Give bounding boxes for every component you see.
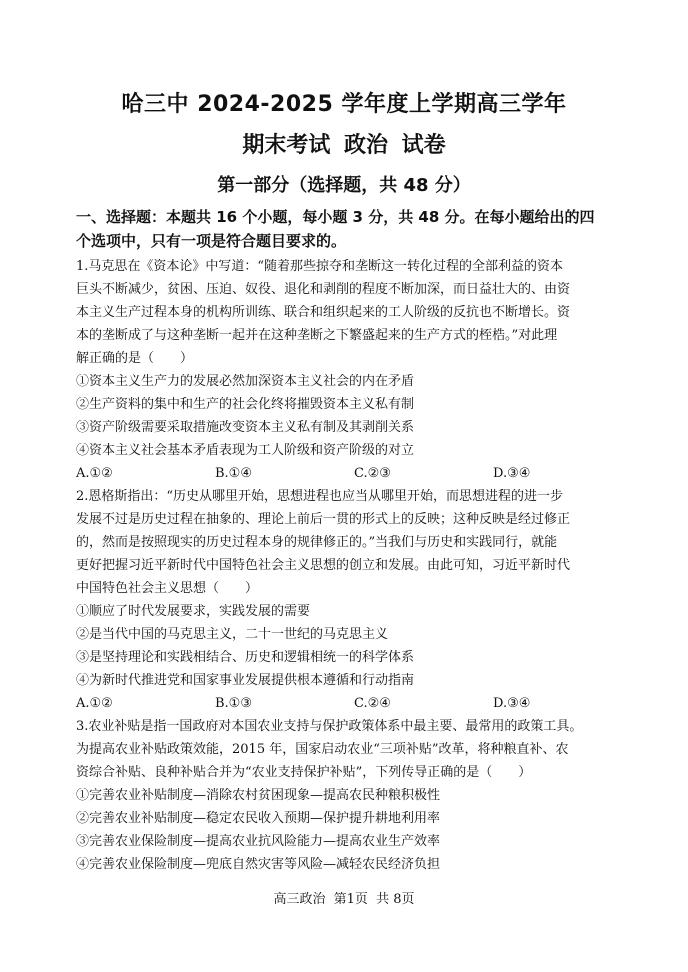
- q1-option-c[interactable]: C.②③: [354, 466, 391, 481]
- instructions-line1: 一、选择题：本题共 16 个小题，每小题 3 分，共 48 分。在每小题给出的四: [76, 208, 595, 226]
- q3-stem-line: 资综合补贴、良种补贴合并为“农业支持保护补贴”，下列传导正确的是（ ）: [76, 765, 532, 780]
- q3-statement: ②完善农业补贴制度—稳定农民收入预期—保护提升耕地利用率: [76, 811, 441, 826]
- footer-total-pages: 共 8页: [376, 892, 415, 907]
- q1-option-b[interactable]: B.①④: [215, 466, 252, 481]
- q2-stem-line: 更好把握习近平新时代中国特色社会主义思想的创立和发展。由此可知，习近平新时代: [76, 558, 571, 573]
- q2-stem-line: 2.恩格斯指出：“历史从哪里开始，思想进程也应当从哪里开始，而思想进程的进一步: [76, 489, 564, 504]
- q2-statement: ②是当代中国的马克思主义，二十一世纪的马克思主义: [76, 627, 389, 642]
- q1-statement: ①资本主义生产力的发展必然加深资本主义社会的内在矛盾: [76, 374, 415, 389]
- q2-stem-line: 的，然而是按照现实的历史过程本身的规律修正的。”当我们与历史和实践同行，就能: [76, 535, 558, 550]
- instructions-line2: 个选项中，只有一项是符合题目要求的。: [76, 232, 347, 250]
- q1-option-d[interactable]: D.③④: [493, 466, 531, 481]
- exam-title-line1: 哈三中 2024-2025 学年度上学期高三学年: [121, 92, 567, 117]
- q2-option-a[interactable]: A.①②: [76, 696, 113, 711]
- q2-statement: ①顺应了时代发展要求，实践发展的需要: [76, 604, 311, 619]
- q1-stem-line: 解正确的是（ ）: [76, 351, 194, 366]
- q2-stem-line: 中国特色社会主义思想（ ）: [76, 581, 259, 596]
- q1-statement: ②生产资料的集中和生产的社会化终将摧毁资本主义私有制: [76, 397, 415, 412]
- footer-subject: 高三政治: [273, 892, 326, 907]
- q2-statement: ④为新时代推进党和国家事业发展提供根本遵循和行动指南: [76, 673, 415, 688]
- q1-statement: ③资产阶级需要采取措施改变资本主义私有制及其剥削关系: [76, 420, 415, 435]
- q2-option-b[interactable]: B.①③: [215, 696, 252, 711]
- q3-stem-line: 为提高农业补贴政策效能，2015 年，国家启动农业“三项补贴”改革，将种粮直补、农: [76, 742, 569, 757]
- q1-stem-line: 本的垄断成了与这种垄断一起并在这种垄断之下繁盛起来的生产方式的桎梏。”对此理: [76, 328, 558, 343]
- exam-title-line2: 期末考试 政治 试卷: [242, 133, 446, 158]
- section-title: 第一部分（选择题，共 48 分）: [217, 175, 471, 196]
- q3-statement: ④完善农业保险制度—兜底自然灾害等风险—减轻农民经济负担: [76, 857, 441, 872]
- q1-stem-line: 1.马克思在《资本论》中写道：“随着那些掠夺和垄断这一转化过程的全部利益的资本: [76, 259, 564, 274]
- q1-option-a[interactable]: A.①②: [76, 466, 113, 481]
- q2-option-d[interactable]: D.③④: [493, 696, 531, 711]
- q1-statement: ④资本主义社会基本矛盾表现为工人阶级和资产阶级的对立: [76, 443, 415, 458]
- q2-option-c[interactable]: C.②④: [354, 696, 391, 711]
- q2-statement: ③是坚持理论和实践相结合、历史和逻辑相统一的科学体系: [76, 650, 415, 665]
- q1-stem-line: 本主义生产过程本身的机构所训练、联合和组织起来的工人阶级的反抗也不断增长。资: [76, 305, 571, 320]
- footer-page-number: 第1页: [333, 892, 368, 907]
- q3-statement: ③完善农业保险制度—提高农业抗风险能力—提高农业生产效率: [76, 834, 441, 849]
- page-footer: [0, 888, 688, 907]
- q3-statement: ①完善农业补贴制度—消除农村贫困现象—提高农民种粮积极性: [76, 788, 441, 803]
- q2-stem-line: 发展不过是历史过程在抽象的、理论上前后一贯的形式上的反映；这种反映是经过修正: [76, 512, 571, 527]
- q3-stem-line: 3.农业补贴是指一国政府对本国农业支持与保护政策体系中最主要、最常用的政策工具。: [76, 719, 583, 734]
- q1-stem-line: 巨头不断减少，贫困、压迫、奴役、退化和剥削的程度不断加深，而日益壮大的、由资: [76, 282, 571, 297]
